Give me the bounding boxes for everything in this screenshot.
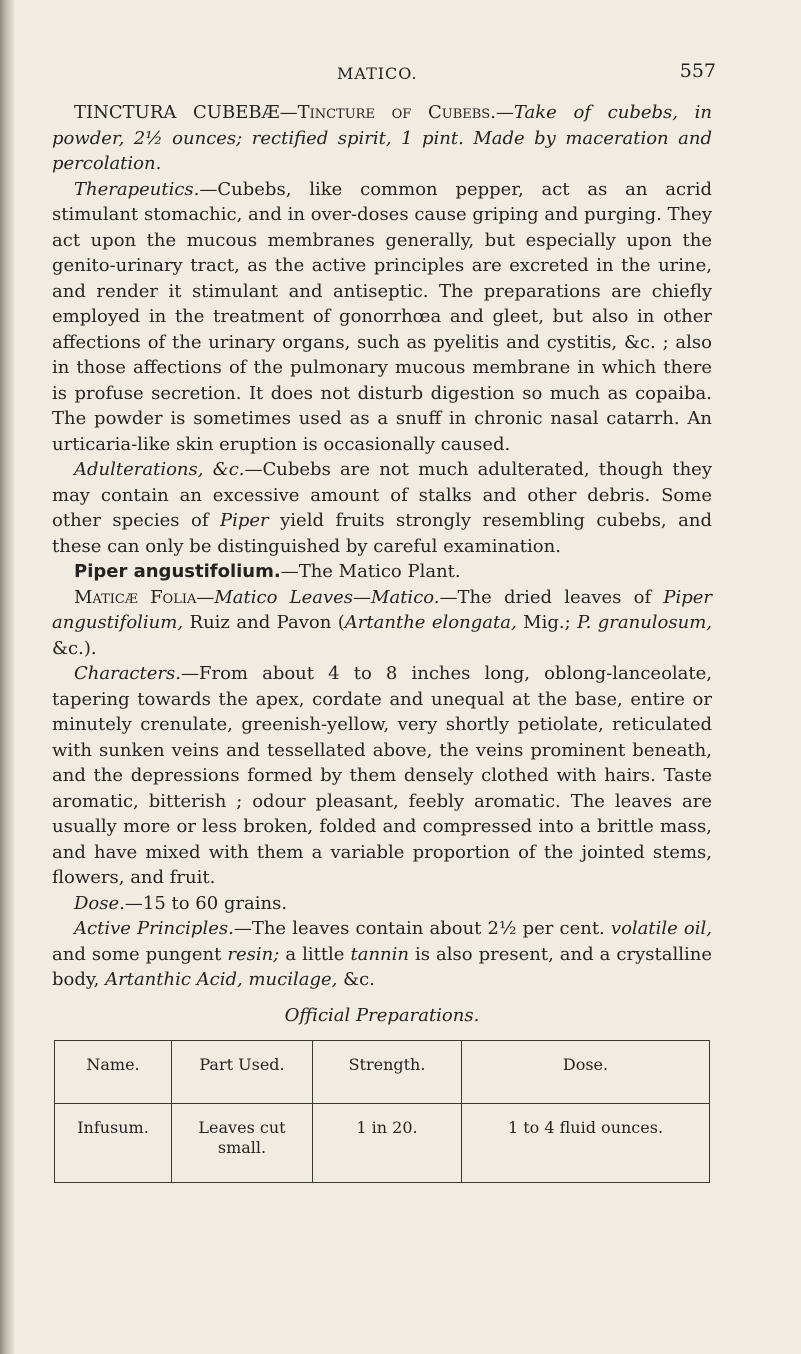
column-header-dose: Dose. bbox=[462, 1041, 710, 1104]
therapeutics-paragraph bbox=[52, 177, 712, 458]
running-head bbox=[52, 56, 716, 100]
dose-label: Dose. bbox=[74, 892, 125, 914]
maticae-text-1: —The dried leaves of bbox=[439, 586, 664, 608]
active-text-4: is also present, and a crystalline body, bbox=[52, 943, 712, 990]
tinctura-heading: TINCTURA CUBEBÆ bbox=[74, 102, 280, 123]
active-artanthic: Artanthic Acid, mucilage, bbox=[105, 969, 338, 990]
cell-part-used: Leaves cut small. bbox=[172, 1104, 313, 1183]
spirit-amount: 1 pint. bbox=[391, 127, 464, 149]
adulterations-text-1: —Cubebs are not much adulterated, though they may contain an excessive amount of stalks and other debris. Some other species of bbox=[52, 459, 712, 531]
characters-label: Characters. bbox=[74, 663, 181, 684]
book-binding-edge bbox=[0, 0, 14, 1354]
page-number: 557 bbox=[679, 60, 716, 82]
official-preparations-table bbox=[54, 1040, 710, 1183]
adulterations-label: Adulterations, &c. bbox=[74, 459, 245, 480]
dose-paragraph bbox=[52, 891, 712, 917]
active-principles-paragraph bbox=[52, 916, 712, 993]
maticae-text-2: Ruiz and Pavon ( bbox=[183, 612, 345, 633]
adulterations-piper: Piper bbox=[220, 510, 269, 531]
maticae-paragraph bbox=[52, 585, 712, 662]
book-page bbox=[52, 56, 716, 1183]
cell-dose: 1 to 4 fluid ounces. bbox=[462, 1104, 710, 1183]
active-text-1: —The leaves contain about 2½ per cent. bbox=[233, 918, 611, 939]
take-intro: Take of cubebs, bbox=[513, 102, 678, 123]
active-text-3: a little bbox=[279, 943, 351, 965]
dose-text: —15 to 60 grains. bbox=[124, 892, 288, 914]
active-volatile-oil: volatile oil, bbox=[610, 918, 713, 939]
maticae-synonym: Artanthe elongata, bbox=[344, 612, 517, 633]
column-header-part-used: Part Used. bbox=[172, 1041, 313, 1104]
maticae-text-4: &c.). bbox=[52, 637, 97, 659]
column-header-strength: Strength. bbox=[313, 1041, 462, 1104]
adulterations-text-2: yield fruits strongly resembling cubebs, and these can only be distinguished by careful examination. bbox=[52, 510, 712, 557]
cell-strength: 1 in 20. bbox=[313, 1104, 462, 1183]
active-label: Active Principles. bbox=[74, 918, 234, 939]
piper-paragraph bbox=[52, 559, 712, 585]
characters-paragraph bbox=[52, 661, 712, 891]
active-text-2: and some pungent bbox=[52, 943, 228, 965]
maticae-text-3: Mig.; bbox=[516, 612, 578, 633]
therapeutics-label: Therapeutics. bbox=[74, 178, 200, 200]
official-preparations-caption: Official Preparations. bbox=[284, 1004, 480, 1026]
cell-name: Infusum. bbox=[55, 1104, 172, 1183]
tinctura-subheading: —Tincture of Cubebs.— bbox=[279, 102, 514, 123]
table-header-row bbox=[55, 1041, 710, 1104]
running-head-title: MATICO. bbox=[337, 64, 418, 83]
maticae-heading: Maticæ Folia bbox=[74, 586, 197, 608]
column-header-name: Name. bbox=[55, 1041, 172, 1104]
made-by: Made by maceration and percolation. bbox=[52, 127, 712, 174]
adulterations-paragraph bbox=[52, 457, 712, 559]
maticae-synonym-2: P. granulosum, bbox=[577, 612, 713, 633]
table-row bbox=[55, 1104, 710, 1183]
active-resin: resin; bbox=[227, 943, 280, 965]
piper-text: —The Matico Plant. bbox=[280, 561, 461, 582]
maticae-italic: —Matico Leaves—Matico. bbox=[196, 586, 440, 608]
tinctura-paragraph bbox=[52, 100, 712, 177]
therapeutics-text: —Cubebs, like common pepper, act as an acrid stimulant stomachic, and in over-doses cause griping and purging. They act upon the mucous membranes generally, but especially upon the genito-urinary tract, as the active principles are excreted in the urine, and render it stimulant and antiseptic. The preparations are chiefly employed in the treatment of gonorrhœa and gleet, but also in other affections of the urinary organs, such as pyelitis and cystitis, &c. ; also in those affections of the pulmonary mucous membrane in which there is profuse secretion. It does not disturb digestion so much as copaiba. The powder is sometimes used as a snuff in chronic nasal catarrh. An urticaria-like skin eruption is occasionally caused. bbox=[52, 178, 712, 455]
characters-text: —From about 4 to 8 inches long, oblong-lanceolate, tapering towards the apex, cordate and unequal at the base, entire or minutely crenulate, greenish-yellow, very shortly petiolate, reticulated with sunken veins and tessellated above, the veins prominent beneath, and the depressions formed by them densely clothed with hairs. Taste aromatic, bitterish ; odour pleasant, feebly aromatic. The leaves are usually more or less broken, folded and compressed into a brittle mass, and have mixed with them a variable proportion of the jointed stems, flowers, and fruit. bbox=[52, 663, 712, 888]
piper-heading: Piper angustifolium. bbox=[74, 561, 281, 582]
maticae-species: Piper angustifolium, bbox=[52, 586, 712, 633]
spirit-qty: rectified spirit, bbox=[242, 127, 392, 149]
powder-qty: 2½ ounces; bbox=[124, 127, 243, 149]
take-powder: in powder, bbox=[52, 102, 712, 149]
active-tannin: tannin bbox=[350, 943, 409, 965]
active-text-5: &c. bbox=[337, 969, 375, 990]
